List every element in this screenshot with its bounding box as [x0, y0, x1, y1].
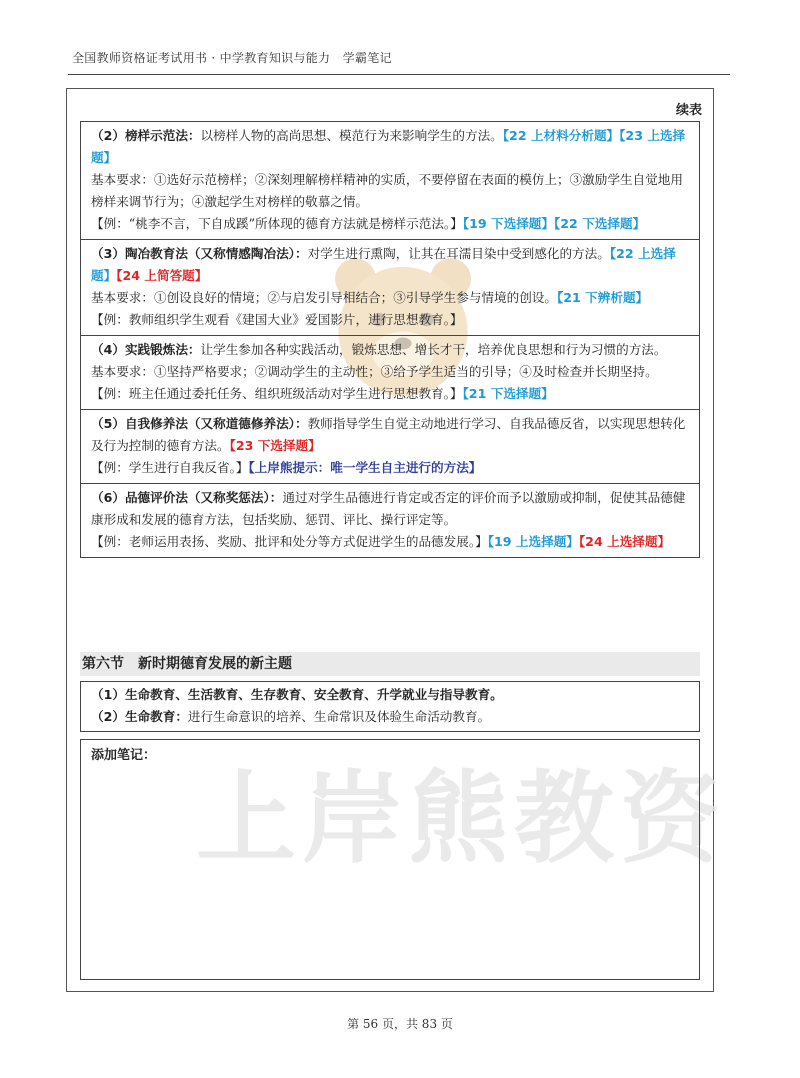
running-header: 全国教师资格证考试用书 · 中学教育知识与能力 学霸笔记	[72, 51, 392, 65]
method-heading: （4）实践锻炼法：	[91, 342, 201, 357]
method-heading: （2）榜样示范法：	[91, 128, 201, 143]
method-example	[91, 309, 691, 331]
topic-box	[80, 681, 700, 732]
example-text: 【例：教师组织学生观看《建国大业》爱国影片，进行思想教育。】	[91, 312, 463, 327]
exam-tag: 【23 上选择题】	[91, 128, 686, 165]
exam-tag: 【19 上选择题】	[487, 534, 579, 549]
method-heading: （6）品德评价法（又称奖惩法）：	[91, 490, 283, 505]
method-definition	[91, 413, 691, 457]
exam-tag: 【24 上选择题】	[578, 534, 671, 549]
exam-tag: 【19 下选择题】	[462, 216, 554, 231]
method-example	[91, 531, 691, 553]
notes-box[interactable]	[80, 739, 700, 980]
method-example	[91, 213, 691, 235]
method-definition	[91, 243, 691, 287]
method-description: 让学生参加各种实践活动，锻炼思想、增长才干，培养优良思想和行为习惯的方法。	[200, 342, 667, 357]
method-example	[91, 457, 691, 479]
method-requirements	[91, 361, 691, 383]
method-description: 通过对学生品德进行肯定或否定的评价而予以激励或抑制，促使其品德健康形成和发展的德育方法，包括奖励、惩罚、评比、操行评定等。	[91, 490, 686, 527]
requirements-text: 基本要求：①选好示范榜样；②深刻理解榜样精神的实质，不要停留在表面的模仿上；③激励学生自觉地用榜样来调节行为；④激起学生对榜样的敬慕之情。	[91, 172, 683, 209]
notes-label: 添加笔记：	[91, 748, 157, 763]
method-cell	[81, 410, 699, 484]
exam-tag: 【23 下选择题】	[229, 438, 321, 453]
exam-tag: 【24 上简答题】	[116, 268, 208, 283]
continued-label: 续表	[675, 103, 702, 118]
example-text: 【例：学生进行自我反省。】	[91, 460, 249, 475]
section-title: 第六节 新时期德育发展的新主题	[80, 652, 700, 676]
requirements-text: 基本要求：①坚持严格要求；②调动学生的主动性；③给予学生适当的引导；④及时检查并长期坚持。	[91, 364, 658, 379]
topic-line-2-heading: （2）生命教育：	[91, 709, 188, 724]
exam-tag: 【21 下选择题】	[462, 386, 554, 401]
method-example	[91, 383, 691, 405]
exam-tag: 【上岸熊提示：唯一学生自主进行的方法】	[248, 460, 482, 475]
exam-tag: 【22 上材料分析题】	[502, 128, 620, 143]
watermark-text: 上岸熊教资	[196, 760, 726, 877]
topic-line-2	[91, 706, 691, 728]
requirements-text: 基本要求：①创设良好的情境；②与启发引导相结合；③引导学生参与情境的创设。	[91, 290, 557, 305]
method-table	[80, 121, 700, 558]
example-text: 【例：“桃李不言，下自成蹊”所体现的德育方法就是榜样示范法。】	[91, 216, 463, 231]
method-cell	[81, 484, 699, 557]
page-footer: 第 56 页，共 83 页	[347, 1017, 453, 1031]
topic-line-1: （1）生命教育、生活教育、生存教育、安全教育、升学就业与指导教育。	[91, 687, 503, 702]
exam-tag: 【21 下辨析题】	[556, 290, 649, 305]
method-description: 对学生进行熏陶，让其在耳濡目染中受到感化的方法。	[307, 246, 610, 261]
method-description: 教师指导学生自觉主动地进行学习、自我品德反省，以实现思想转化及行为控制的德育方法。	[91, 416, 686, 453]
header-rule	[68, 74, 730, 75]
method-definition	[91, 339, 691, 361]
method-heading: （5）自我修养法（又称道德修养法）：	[91, 416, 308, 431]
method-definition	[91, 125, 691, 169]
method-requirements	[91, 169, 691, 213]
exam-tag: 【22 上选择题】	[91, 246, 676, 283]
method-heading: （3）陶冶教育法（又称情感陶冶法）：	[91, 246, 308, 261]
example-text: 【例：班主任通过委托任务、组织班级活动对学生进行思想教育。】	[91, 386, 463, 401]
example-text: 【例：老师运用表扬、奖励、批评和处分等方式促进学生的品德发展。】	[91, 534, 488, 549]
method-definition	[91, 487, 691, 531]
method-requirements	[91, 287, 691, 309]
method-description: 以榜样人物的高尚思想、模范行为来影响学生的方法。	[200, 128, 503, 143]
method-cell	[81, 336, 699, 410]
method-cell	[81, 122, 699, 240]
topic-line-2-text: 进行生命意识的培养、生命常识及体验生命活动教育。	[187, 709, 491, 724]
method-cell	[81, 240, 699, 336]
exam-tag: 【22 下选择题】	[553, 216, 646, 231]
